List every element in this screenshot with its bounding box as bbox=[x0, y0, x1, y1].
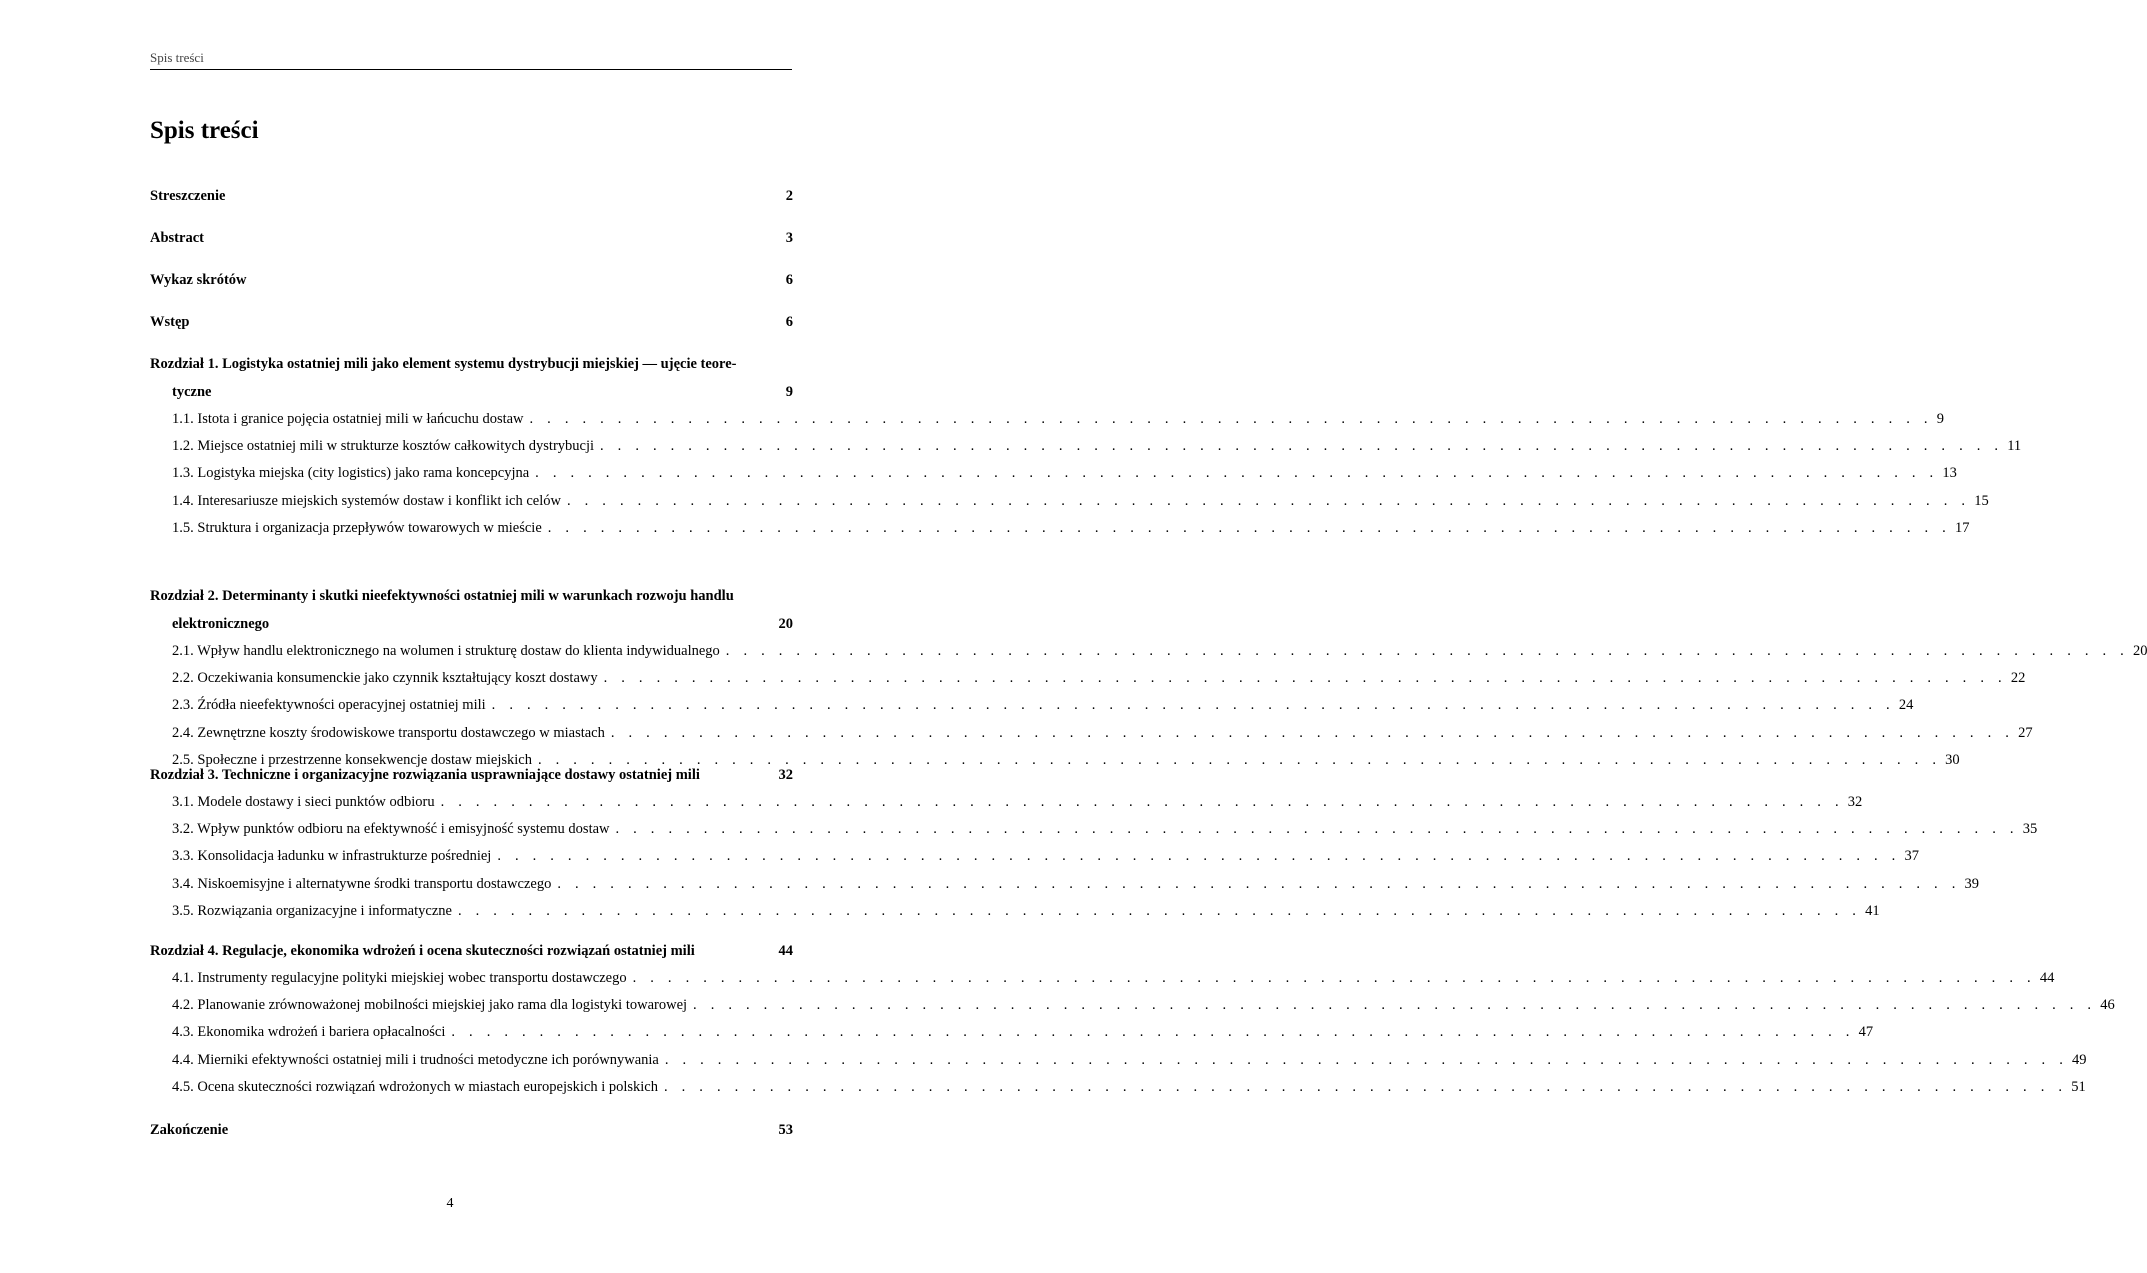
toc-section-page: 9 bbox=[1936, 411, 1944, 427]
toc-entry-closing[interactable] bbox=[150, 1120, 793, 1140]
toc-section-title: 3.4. Niskoemisyjne i alternatywne środki transportu dostawczego bbox=[172, 875, 552, 892]
toc-chapter-3[interactable] bbox=[150, 765, 793, 785]
toc-section-title: 4.3. Ekonomika wdrożeń i bariera opłacalności bbox=[172, 1024, 446, 1041]
toc-section-entry[interactable] bbox=[172, 901, 1880, 921]
toc-section-entry[interactable] bbox=[172, 1022, 1874, 1042]
toc-section-page: 24 bbox=[1898, 697, 1914, 714]
toc-entry-title: Wstęp bbox=[150, 314, 190, 330]
toc-section-title: 3.2. Wpływ punktów odbioru na efektywność i emisyjność systemu dostaw bbox=[172, 821, 610, 838]
toc-section-entry[interactable] bbox=[172, 995, 2115, 1015]
toc-section-title: 1.5. Struktura i organizacja przepływów towarowych w mieście bbox=[172, 519, 542, 536]
toc-chapter-4[interactable] bbox=[150, 941, 793, 961]
toc-section-page: 15 bbox=[1974, 492, 1989, 509]
toc-section-title: 3.1. Modele dostawy i sieci punktów odbioru bbox=[172, 794, 435, 810]
toc-section-entry[interactable] bbox=[172, 436, 2022, 456]
toc-title: Spis treści bbox=[150, 117, 259, 144]
toc-section-title: 1.3. Logistyka miejska (city logistics) jako rama koncepcyjna bbox=[172, 465, 530, 482]
page-number: 4 bbox=[446, 1196, 454, 1211]
toc-section-page: 47 bbox=[1858, 1024, 1874, 1041]
toc-section-page: 35 bbox=[2022, 821, 2038, 838]
toc-section-title: 2.4. Zewnętrzne koszty środowiskowe transportu dostawczego w miastach bbox=[172, 724, 605, 741]
toc-dot-leader: . . . . . . . . . . . . . . . . . . . . . . . . . . . . . . . . . . . . . . . . . . . . . . . . . . . . . . . . . . . . . . . . . . . . . . . . . . . . . . . . bbox=[451, 1024, 1855, 1041]
toc-section-entry[interactable] bbox=[172, 668, 2026, 688]
toc-chapter-page: 32 bbox=[778, 767, 793, 783]
toc-dot-leader: . . . . . . . . . . . . . . . . . . . . . . . . . . . . . . . . . . . . . . . . . . . . . . . . . . . . . . . . . . . . . . . . . . . . . . . . . . . . . . . . bbox=[547, 519, 1951, 536]
toc-section-page: 49 bbox=[2072, 1051, 2087, 1068]
toc-section-entry[interactable] bbox=[172, 846, 1920, 866]
toc-section-page: 30 bbox=[1945, 751, 1960, 768]
toc-section-page: 27 bbox=[2018, 724, 2033, 741]
toc-dot-leader: . . . . . . . . . . . . . . . . . . . . . . . . . . . . . . . . . . . . . . . . . . . . . . . . . . . . . . . . . . . . . . . . . . . . . . . . . . . . . . . . bbox=[603, 670, 2007, 687]
toc-section-entry[interactable] bbox=[172, 1050, 2087, 1070]
toc-section-page: 32 bbox=[1847, 794, 1863, 810]
toc-section-page: 41 bbox=[1865, 902, 1880, 919]
toc-dot-leader: . . . . . . . . . . . . . . . . . . . . . . . . . . . . . . . . . . . . . . . . . . . . . . . . . . . . . . . . . . . . . . . . . . . . . . . . . . . . . . . . bbox=[664, 1051, 2069, 1068]
toc-section-page: 44 bbox=[2039, 970, 2055, 986]
toc-chapter-title-line1: Rozdział 2. Determinanty i skutki nieefektywności ostatniej mili w warunkach rozwoju handlu bbox=[150, 588, 734, 604]
toc-dot-leader: . . . . . . . . . . . . . . . . . . . . . . . . . . . . . . . . . . . . . . . . . . . . . . . . . . . . . . . . . . . . . . . . . . . . . . . . . . . . . . . . bbox=[567, 492, 1971, 509]
toc-section-entry[interactable] bbox=[172, 518, 1970, 538]
toc-chapter-title-line2: tyczne bbox=[172, 384, 212, 400]
toc-section-title: 2.1. Wpływ handlu elektronicznego na wolumen i strukturę dostaw do klienta indywidualnego bbox=[172, 643, 720, 659]
toc-chapter-1[interactable] bbox=[150, 354, 793, 402]
toc-chapter-title: Rozdział 3. Techniczne i organizacyjne rozwiązania usprawniające dostawy ostatniej mili bbox=[150, 767, 700, 783]
toc-entry-page: 53 bbox=[778, 1122, 793, 1138]
toc-dot-leader: . . . . . . . . . . . . . . . . . . . . . . . . . . . . . . . . . . . . . . . . . . . . . . . . . . . . . . . . . . . . . . . . . . . . . . . . . . . . . . . . bbox=[537, 751, 1942, 768]
toc-section-page: 17 bbox=[1954, 519, 1970, 536]
toc-dot-leader: . . . . . . . . . . . . . . . . . . . . . . . . . . . . . . . . . . . . . . . . . . . . . . . . . . . . . . . . . . . . . . . . . . . . . . . . . . . . . . . . bbox=[440, 794, 1844, 810]
toc-section-entry[interactable] bbox=[172, 792, 1863, 812]
toc-section-title: 4.5. Ocena skuteczności rozwiązań wdrożonych w miastach europejskich i polskich bbox=[172, 1078, 658, 1095]
toc-chapter-2[interactable] bbox=[150, 586, 793, 634]
toc-dot-leader: . . . . . . . . . . . . . . . . . . . . . . . . . . . . . . . . . . . . . . . . . . . . . . . . . . . . . . . . . . . . . . . . . . . . . . . . . . . . . . . . bbox=[457, 902, 1862, 919]
toc-chapter-title: Rozdział 4. Regulacje, ekonomika wdrożeń i ocena skuteczności rozwiązań ostatniej mili bbox=[150, 943, 695, 959]
toc-entry-title: Streszczenie bbox=[150, 188, 226, 204]
toc-dot-leader: . . . . . . . . . . . . . . . . . . . . . . . . . . . . . . . . . . . . . . . . . . . . . . . . . . . . . . . . . . . . . . . . . . . . . . . . . . . . . . . . bbox=[664, 1078, 2068, 1095]
toc-section-entry[interactable] bbox=[172, 463, 1957, 483]
toc-section-page: 46 bbox=[2100, 997, 2115, 1014]
toc-section-entry[interactable] bbox=[172, 1077, 2086, 1097]
toc-entry-title: Wykaz skrótów bbox=[150, 272, 247, 288]
toc-section-title: 4.2. Planowanie zrównoważonej mobilności miejskiej jako rama dla logistyki towarowej bbox=[172, 997, 688, 1014]
toc-entry-page: 2 bbox=[785, 188, 793, 204]
toc-section-title: 1.4. Interesariusze miejskich systemów dostaw i konflikt ich celów bbox=[172, 492, 561, 509]
toc-section-title: 2.3. Źródła nieefektywności operacyjnej ostatniej mili bbox=[172, 697, 486, 714]
toc-chapter-page: 44 bbox=[778, 943, 793, 959]
toc-section-page: 39 bbox=[1964, 875, 1980, 892]
toc-section-entry[interactable] bbox=[172, 874, 1980, 894]
toc-section-title: 4.4. Mierniki efektywności ostatniej mili i trudności metodyczne ich porównywania bbox=[172, 1051, 659, 1068]
toc-chapter-page: 9 bbox=[785, 384, 793, 400]
toc-section-page: 11 bbox=[2007, 438, 2022, 455]
toc-section-entry[interactable] bbox=[172, 723, 2033, 743]
toc-chapter-page: 20 bbox=[778, 616, 793, 632]
toc-section-title: 3.3. Konsolidacja ładunku w infrastrukturze pośredniej bbox=[172, 848, 492, 865]
toc-section-entry[interactable] bbox=[172, 819, 2038, 839]
toc-section-title: 2.2. Oczekiwania konsumenckie jako czynnik kształtujący koszt dostawy bbox=[172, 670, 598, 687]
toc-dot-leader: . . . . . . . . . . . . . . . . . . . . . . . . . . . . . . . . . . . . . . . . . . . . . . . . . . . . . . . . . . . . . . . . . . . . . . . . . . . . . . . . bbox=[600, 438, 2004, 455]
toc-dot-leader: . . . . . . . . . . . . . . . . . . . . . . . . . . . . . . . . . . . . . . . . . . . . . . . . . . . . . . . . . . . . . . . . . . . . . . . . . . . . . . . . bbox=[529, 411, 1933, 427]
toc-entry-title: Abstract bbox=[150, 230, 204, 246]
toc-chapter-title-line1: Rozdział 1. Logistyka ostatniej mili jako element systemu dystrybucji miejskiej — ujęcie teore- bbox=[150, 356, 737, 372]
toc-entry-page: 3 bbox=[785, 230, 793, 246]
toc-section-title: 1.1. Istota i granice pojęcia ostatniej mili w łańcuchu dostaw bbox=[172, 411, 524, 427]
toc-section-page: 22 bbox=[2010, 670, 2026, 687]
toc-entry-title: Zakończenie bbox=[150, 1122, 229, 1138]
toc-section-page: 51 bbox=[2071, 1078, 2086, 1095]
toc-dot-leader: . . . . . . . . . . . . . . . . . . . . . . . . . . . . . . . . . . . . . . . . . . . . . . . . . . . . . . . . . . . . . . . . . . . . . . . . . . . . . . . . bbox=[557, 875, 1961, 892]
toc-section-entry[interactable] bbox=[172, 968, 2055, 988]
toc-entry-page: 6 bbox=[785, 314, 793, 330]
toc-dot-leader: . . . . . . . . . . . . . . . . . . . . . . . . . . . . . . . . . . . . . . . . . . . . . . . . . . . . . . . . . . . . . . . . . . . . . . . . . . . . . . . . bbox=[497, 848, 1901, 865]
toc-section-entry[interactable] bbox=[172, 409, 1944, 429]
toc-section-entry[interactable] bbox=[172, 695, 1914, 715]
toc-dot-leader: . . . . . . . . . . . . . . . . . . . . . . . . . . . . . . . . . . . . . . . . . . . . . . . . . . . . . . . . . . . . . . . . . . . . . . . . . . . . . . . . bbox=[725, 643, 2129, 659]
toc-dot-leader: . . . . . . . . . . . . . . . . . . . . . . . . . . . . . . . . . . . . . . . . . . . . . . . . . . . . . . . . . . . . . . . . . . . . . . . . . . . . . . . . bbox=[632, 970, 2036, 986]
toc-section-title: 1.2. Miejsce ostatniej mili w strukturze kosztów całkowitych dystrybucji bbox=[172, 438, 595, 455]
toc-entry-2[interactable] bbox=[150, 228, 793, 248]
toc-section-entry[interactable] bbox=[172, 491, 1989, 511]
toc-dot-leader: . . . . . . . . . . . . . . . . . . . . . . . . . . . . . . . . . . . . . . . . . . . . . . . . . . . . . . . . . . . . . . . . . . . . . . . . . . . . . . . . bbox=[535, 465, 1939, 482]
toc-section-entry[interactable] bbox=[172, 641, 2147, 661]
toc-chapter-title-line2: elektronicznego bbox=[172, 616, 270, 632]
toc-section-page: 37 bbox=[1904, 848, 1920, 865]
toc-dot-leader: . . . . . . . . . . . . . . . . . . . . . . . . . . . . . . . . . . . . . . . . . . . . . . . . . . . . . . . . . . . . . . . . . . . . . . . . . . . . . . . . bbox=[693, 997, 2097, 1014]
running-head: Spis treści bbox=[150, 50, 792, 70]
toc-section-title: 3.5. Rozwiązania organizacyjne i informatyczne bbox=[172, 902, 452, 919]
toc-section-page: 20 bbox=[2132, 643, 2147, 659]
toc-section-title: 2.5. Społeczne i przestrzenne konsekwencje dostaw miejskich bbox=[172, 751, 532, 768]
toc-dot-leader: . . . . . . . . . . . . . . . . . . . . . . . . . . . . . . . . . . . . . . . . . . . . . . . . . . . . . . . . . . . . . . . . . . . . . . . . . . . . . . . . bbox=[615, 821, 2019, 838]
toc-entry-page: 6 bbox=[785, 272, 793, 288]
toc-section-title: 4.1. Instrumenty regulacyjne polityki miejskiej wobec transportu dostawczego bbox=[172, 970, 627, 986]
toc-entry-4[interactable] bbox=[150, 312, 793, 332]
toc-dot-leader: . . . . . . . . . . . . . . . . . . . . . . . . . . . . . . . . . . . . . . . . . . . . . . . . . . . . . . . . . . . . . . . . . . . . . . . . . . . . . . . . bbox=[610, 724, 2015, 741]
toc-entry-1[interactable] bbox=[150, 186, 793, 206]
toc-dot-leader: . . . . . . . . . . . . . . . . . . . . . . . . . . . . . . . . . . . . . . . . . . . . . . . . . . . . . . . . . . . . . . . . . . . . . . . . . . . . . . . . bbox=[491, 697, 1895, 714]
toc-entry-3[interactable] bbox=[150, 270, 793, 290]
toc-section-page: 13 bbox=[1942, 465, 1957, 482]
